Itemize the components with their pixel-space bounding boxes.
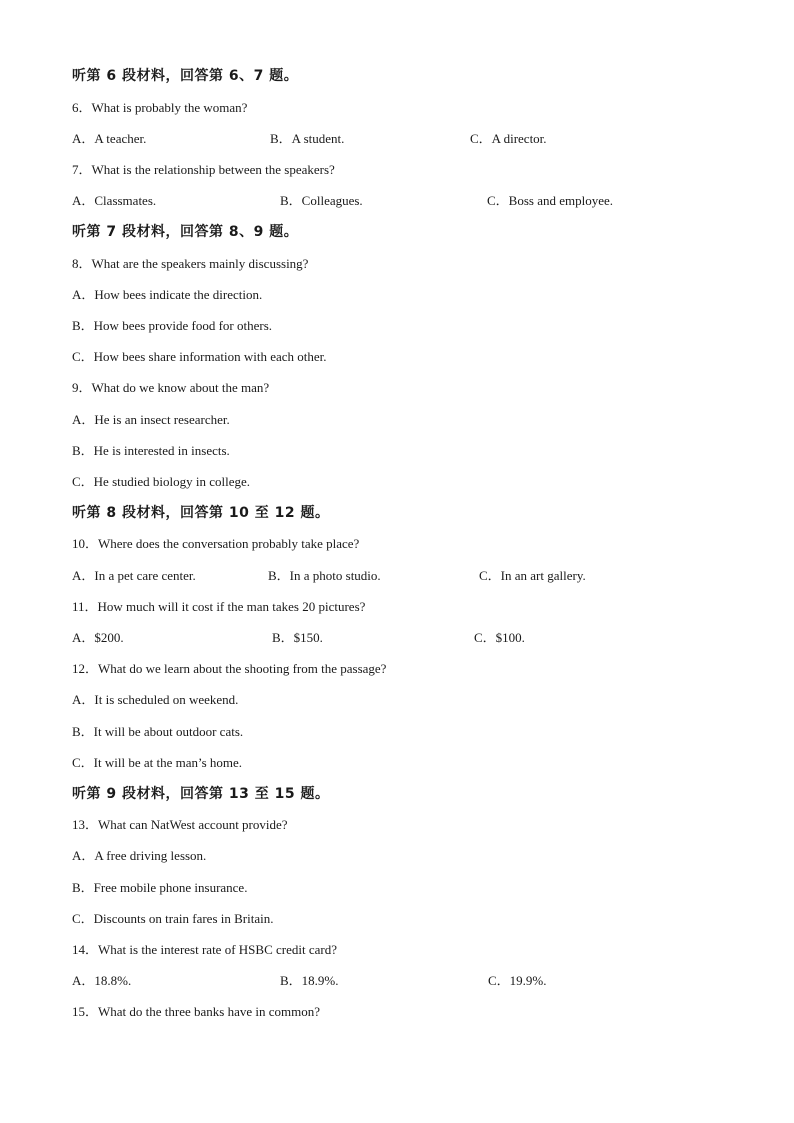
option-c: C．A director. — [470, 131, 547, 146]
question-stem: 15．What do the three banks have in common? — [72, 1004, 321, 1019]
question-stem: 11．How much will it cost if the man takes 20 pictures? — [72, 599, 366, 614]
question-stem: 7．What is the relationship between the speakers? — [72, 162, 335, 177]
option-c: C．In an art gallery. — [479, 568, 586, 583]
section-heading: 听第 7 段材料，回答第 8、9 题。 — [72, 224, 299, 240]
option-b: B．18.9%. — [280, 973, 339, 988]
option-b: B．He is interested in insects. — [72, 443, 230, 458]
question-stem: 13．What can NatWest account provide? — [72, 817, 288, 832]
option-a: A．18.8%. — [72, 973, 132, 988]
option-a: A．In a pet care center. — [72, 568, 196, 583]
option-b: B．A student. — [270, 131, 345, 146]
option-c: C．He studied biology in college. — [72, 474, 251, 489]
section-heading: 听第 9 段材料，回答第 13 至 15 题。 — [72, 786, 330, 802]
option-a: A．A teacher. — [72, 131, 147, 146]
option-c: C．Boss and employee. — [487, 193, 614, 208]
option-a: A．He is an insect researcher. — [72, 412, 230, 427]
option-c: C．$100. — [474, 630, 525, 645]
question-stem: 12．What do we learn about the shooting from the passage? — [72, 661, 387, 676]
section-heading: 听第 8 段材料，回答第 10 至 12 题。 — [72, 505, 330, 521]
option-a: A．$200. — [72, 630, 124, 645]
option-b: B．How bees provide food for others. — [72, 318, 273, 333]
question-stem: 14．What is the interest rate of HSBC credit card? — [72, 942, 337, 957]
option-c: C．It will be at the man’s home. — [72, 755, 243, 770]
option-a: A．It is scheduled on weekend. — [72, 692, 239, 707]
option-c: C．Discounts on train fares in Britain. — [72, 911, 274, 926]
option-a: A．Classmates. — [72, 193, 157, 208]
question-stem: 6．What is probably the woman? — [72, 100, 248, 115]
option-a: A．A free driving lesson. — [72, 848, 207, 863]
option-c: C．How bees share information with each other. — [72, 349, 327, 364]
question-stem: 9．What do we know about the man? — [72, 380, 270, 395]
option-b: B．Free mobile phone insurance. — [72, 880, 248, 895]
question-stem: 8．What are the speakers mainly discussing? — [72, 256, 309, 271]
option-b: B．Colleagues. — [280, 193, 363, 208]
option-b: B．It will be about outdoor cats. — [72, 724, 244, 739]
option-b: B．In a photo studio. — [268, 568, 381, 583]
option-c: C．19.9%. — [488, 973, 547, 988]
option-b: B．$150. — [272, 630, 323, 645]
section-heading: 听第 6 段材料，回答第 6、7 题。 — [72, 68, 299, 84]
question-stem: 10．Where does the conversation probably take place? — [72, 536, 360, 551]
option-a: A．How bees indicate the direction. — [72, 287, 263, 302]
